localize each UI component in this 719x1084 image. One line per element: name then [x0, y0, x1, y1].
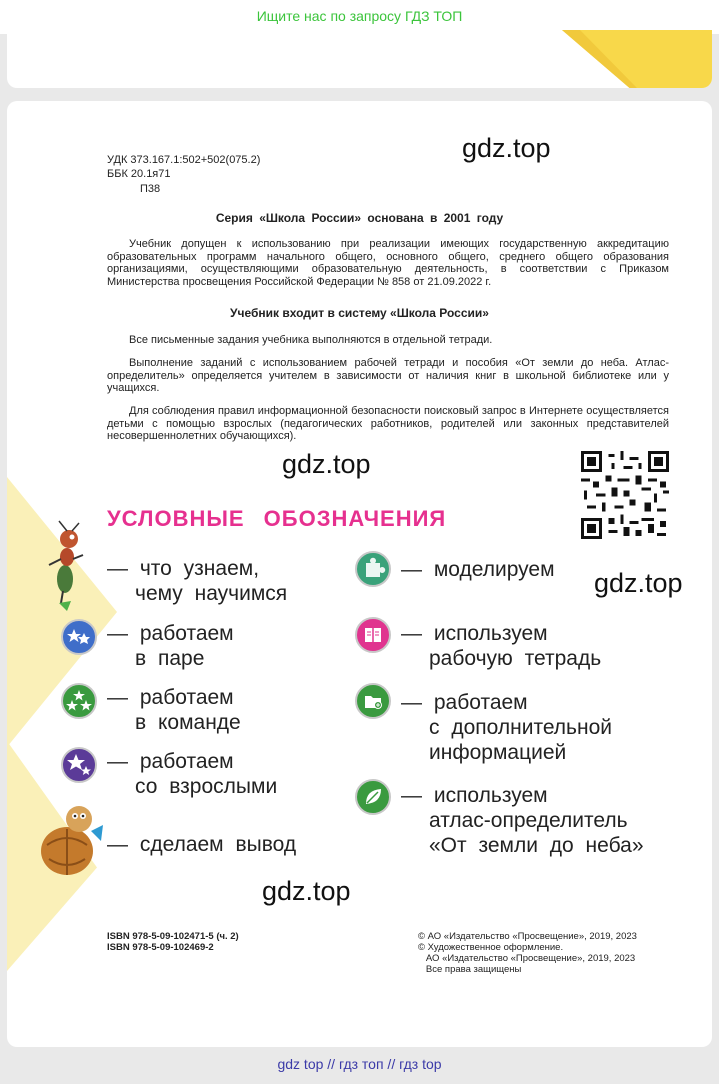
legend-item-line: с дополнительной [429, 716, 613, 739]
legend-item-adults [107, 749, 277, 799]
legend-item-line: в команде [135, 711, 241, 734]
isbn-block [107, 931, 239, 953]
legend-item-team [107, 685, 241, 735]
legend-title: УСЛОВНЫЕ ОБОЗНАЧЕНИЯ [107, 506, 447, 531]
three-stars-icon [61, 683, 97, 719]
series-line: Серия «Школа России» основана в 2001 году [215, 211, 504, 225]
workbook-icon [355, 617, 391, 653]
watermark: gdz.top [594, 568, 683, 598]
footer-link-gdz-top[interactable]: gdz top [277, 1056, 324, 1072]
adult-stars-icon [61, 747, 97, 783]
turtle-icon [37, 801, 107, 879]
legend-item-pair [107, 621, 234, 671]
legend-item-line: атлас-определитель [429, 809, 628, 832]
legend-item-line: — работаем [107, 622, 234, 645]
legend-item-line: — работаем [107, 750, 234, 773]
workbook-paragraph: Выполнение заданий с использованием рабочей тетради и пособия «От земли до неба. Атлас-определитель» определяется учителем в зависимости от наличия книг в школьной библиотеке или у учащихся. [107, 357, 669, 394]
legend-item-atlas [401, 783, 644, 858]
puzzle-icon [355, 551, 391, 587]
two-stars-icon [61, 619, 97, 655]
system-line: Учебник входит в систему «Школа России» [230, 306, 489, 320]
copyright-line: © Художественное оформление. [418, 942, 564, 953]
footer-separator: // [323, 1056, 339, 1072]
isbn-line: ISBN 978-5-09-102469-2 [107, 942, 214, 953]
copyright-line: Все права защищены [418, 964, 522, 975]
legend-item-line: — моделируем [401, 558, 555, 581]
legend-item-line: чему научимся [135, 582, 288, 605]
footer-link-gdz-top-ru[interactable]: гдз топ [338, 1056, 384, 1072]
legend-item-line: — работаем [107, 686, 234, 709]
legend-item-workbook [401, 621, 601, 671]
legend-item-line: «От земли до неба» [429, 834, 644, 857]
copyright-block [418, 931, 637, 975]
legend-item-learn [107, 556, 287, 606]
watermark: gdz.top [462, 133, 551, 163]
watermark: gdz.top [262, 876, 351, 906]
ant-icon [45, 519, 87, 611]
legend-item-model [401, 557, 555, 582]
leaf-icon [355, 779, 391, 815]
copyright-line: АО «Издательство «Просвещение», 2019, 2023 [418, 953, 636, 964]
notebook-paragraph: Все письменные задания учебника выполняются в отдельной тетради. [129, 334, 493, 346]
bbk-code: ББК 20.1я71 [107, 168, 171, 180]
footer-separator: // [383, 1056, 400, 1072]
udk-code: УДК 373.167.1:502+502(075.2) [107, 154, 261, 166]
watermark: gdz.top [282, 449, 371, 479]
legend-item-line: — используем [401, 622, 548, 645]
approval-paragraph: Учебник допущен к использованию при реализации имеющих государственную аккредитацию образовательных программ начального общего, основного общего, среднего общего образования организациями, осуществляющими образовательную деятельность, в соответствии с Приказом Министерства просвещения Российской Федерации № 858 от 21.09.2022 г. [107, 238, 669, 288]
legend-item-line: — используем [401, 784, 548, 807]
isbn-line: ISBN 978-5-09-102471-5 (ч. 2) [107, 931, 239, 942]
textbook-page [7, 101, 712, 1047]
footer-link-gdz-top-mixed[interactable]: гдз top [399, 1056, 442, 1072]
legend-item-extra-info [401, 690, 612, 765]
folder-icon [355, 683, 391, 719]
legend-item-line: — сделаем вывод [107, 833, 297, 856]
legend-item-line: — что узнаем, [107, 557, 260, 580]
legend-item-conclusion [107, 832, 296, 857]
author-code: П38 [140, 183, 161, 195]
legend-item-line: — работаем [401, 691, 528, 714]
legend-item-line: информацией [429, 741, 567, 764]
previous-page-card [7, 30, 712, 88]
top-banner-text[interactable]: Ищите нас по запросу ГДЗ ТОП [256, 8, 463, 24]
legend-item-line: рабочую тетрадь [429, 647, 602, 670]
copyright-line: © АО «Издательство «Просвещение», 2019, 2023 [418, 931, 637, 942]
legend-item-line: со взрослыми [135, 775, 278, 798]
qr-code-icon[interactable] [581, 451, 669, 539]
footer-links [0, 1056, 719, 1072]
legend-item-line: в паре [135, 647, 205, 670]
top-banner [0, 0, 719, 34]
safety-paragraph: Для соблюдения правил информационной безопасности поисковый запрос в Интернете осуществляется детьми с помощью взрослых (педагогических работников, родителей или законных представителей несовершеннолетних обучающихся). [107, 405, 669, 442]
